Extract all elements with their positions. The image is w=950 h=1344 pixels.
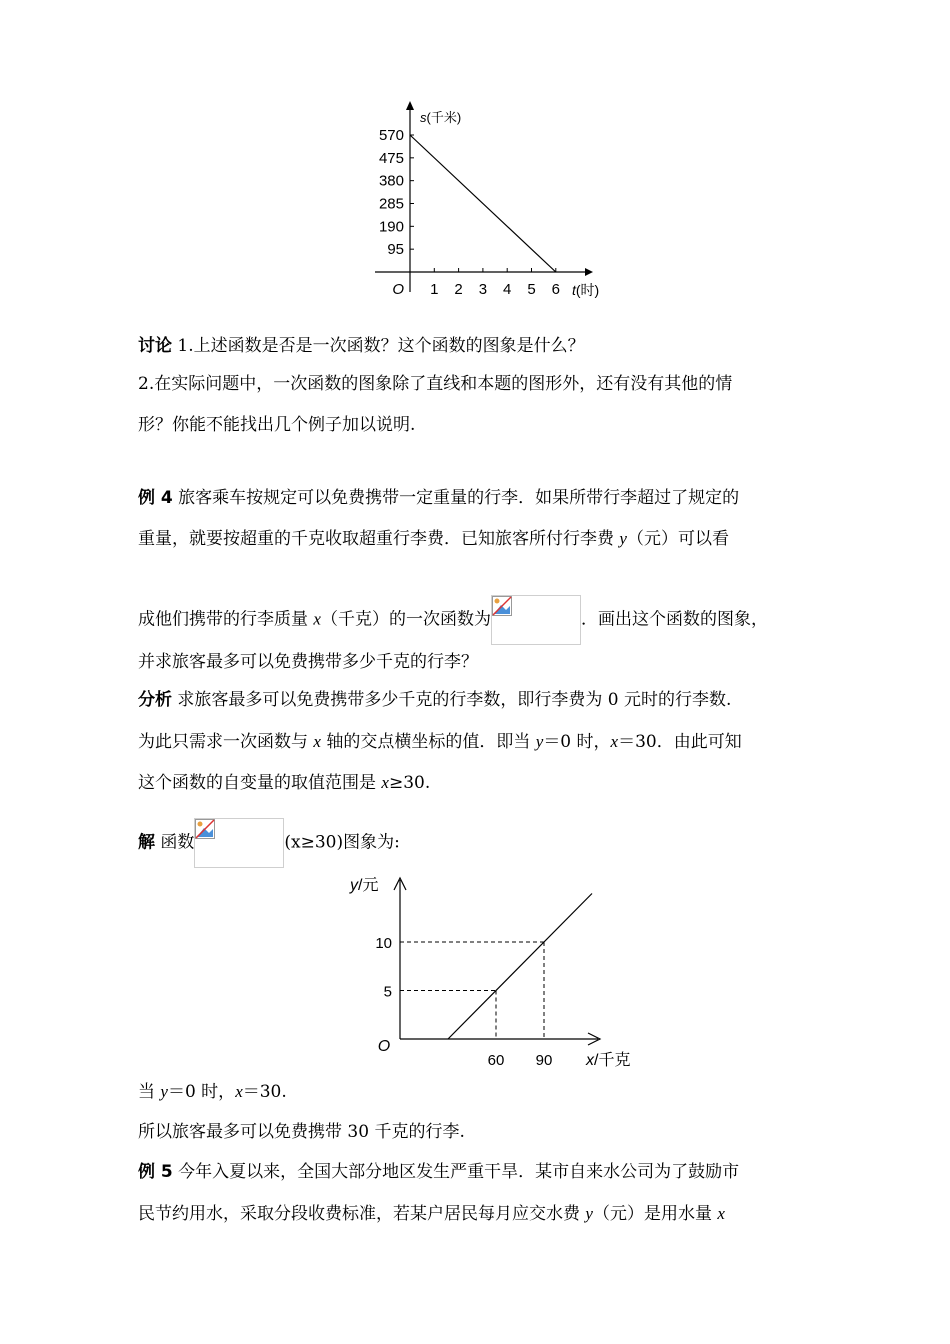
- x-axis-unit: (时): [575, 282, 600, 298]
- fee-line: [448, 894, 592, 1040]
- when-line: 当 y＝0 时，x＝30.: [138, 1082, 287, 1102]
- x-axis-var: t: [572, 282, 576, 298]
- broken-image-icon: [195, 819, 215, 839]
- x-axis-arrow: [585, 268, 593, 276]
- y-tick-label: 95: [387, 241, 404, 259]
- discussion-line-1: [138, 334, 585, 358]
- solution-label: 解: [138, 832, 155, 853]
- x-tick-label: 4: [503, 281, 512, 298]
- y-axis-label: [349, 876, 378, 894]
- solution-line: 解 函数 (x≥30)图象为:: [138, 818, 400, 868]
- x-tick-label: 5: [527, 281, 536, 298]
- analysis-line-2: 为此只需求一次函数与 x 轴的交点横坐标的值．即当 y＝0 时，x＝30．由此可知: [138, 732, 742, 752]
- x-axis-unit: /千克: [594, 1052, 631, 1068]
- x-tick-label: 90: [535, 1052, 553, 1068]
- analysis-line-1: 分析 求旅客最多可以免费携带多少千克的行李数，即行李费为 0 元时的行李数.: [138, 690, 732, 710]
- x-tick-label: 2: [454, 281, 463, 298]
- analysis-line-3: 这个函数的自变量的取值范围是 x≥30.: [138, 773, 431, 793]
- discussion-question-1: 1.上述函数是否是一次函数？这个函数的图象是什么？: [172, 336, 585, 356]
- formula-image-placeholder: [491, 595, 581, 645]
- y-axis-var: y: [350, 877, 358, 894]
- x-axis-label: [585, 1051, 630, 1068]
- example5-line-1: 例 5 今年入夏以来，全国大部分地区发生严重干旱．某市自来水公司为了鼓励市: [138, 1162, 740, 1182]
- y-axis-var: s: [420, 110, 427, 125]
- x-tick-label: 60: [487, 1052, 505, 1068]
- conclusion-line: 所以旅客最多可以免费携带 30 千克的行李.: [138, 1122, 465, 1142]
- broken-image-icon: [492, 596, 512, 616]
- distance-line: [410, 135, 556, 272]
- luggage-fee-chart: [340, 868, 650, 1068]
- y-tick-label: 190: [378, 218, 404, 236]
- formula-image-placeholder-2: [194, 818, 284, 868]
- y-axis-unit: (千米): [426, 110, 462, 125]
- y-tick-label: 475: [378, 149, 404, 167]
- example4-line-3: 成他们携带的行李质量 x（千克）的一次函数为 ．画出这个函数的图象，: [138, 595, 768, 645]
- y-tick-label: 285: [378, 195, 404, 213]
- distance-time-chart: [360, 97, 610, 307]
- x-axis-label: [572, 282, 599, 298]
- y-tick-label: 380: [378, 172, 404, 190]
- y-axis-label: [420, 110, 461, 125]
- example4-label: 例 4: [138, 488, 173, 508]
- x-tick-label: 3: [478, 281, 488, 298]
- x-axis-var: x: [586, 1052, 594, 1068]
- y-tick-label: 10: [375, 935, 392, 952]
- example4-line-2: 重量，就要按超重的千克收取超重行李费．已知旅客所付行李费 y（元）可以看: [138, 529, 729, 549]
- discussion-question-2b: 形？你能不能找出几个例子加以说明.: [138, 415, 416, 435]
- example4-question: 并求旅客最多可以免费携带多少千克的行李？: [138, 652, 478, 672]
- origin-label: O: [392, 281, 404, 298]
- origin-label: O: [377, 1038, 391, 1055]
- discussion-label: 讨论: [138, 336, 172, 356]
- y-axis-unit: /元: [358, 877, 379, 894]
- discussion-question-2a: 2.在实际问题中，一次函数的图象除了直线和本题的图形外，还有没有其他的情: [138, 374, 733, 394]
- example5-label: 例 5: [138, 1162, 173, 1182]
- analysis-label: 分析: [138, 690, 172, 710]
- example5-line-2: 民节约用水，采取分段收费标准，若某户居民每月应交水费 y（元）是用水量 x: [138, 1204, 725, 1224]
- x-tick-label: 1: [430, 281, 439, 298]
- x-tick-label: 6: [551, 281, 560, 298]
- y-axis-arrow: [406, 101, 414, 110]
- y-tick-label: 570: [378, 127, 404, 144]
- y-tick-label: 5: [383, 983, 392, 1001]
- example4-line-1: 例 4 旅客乘车按规定可以免费携带一定重量的行李．如果所带行李超过了规定的: [138, 488, 740, 508]
